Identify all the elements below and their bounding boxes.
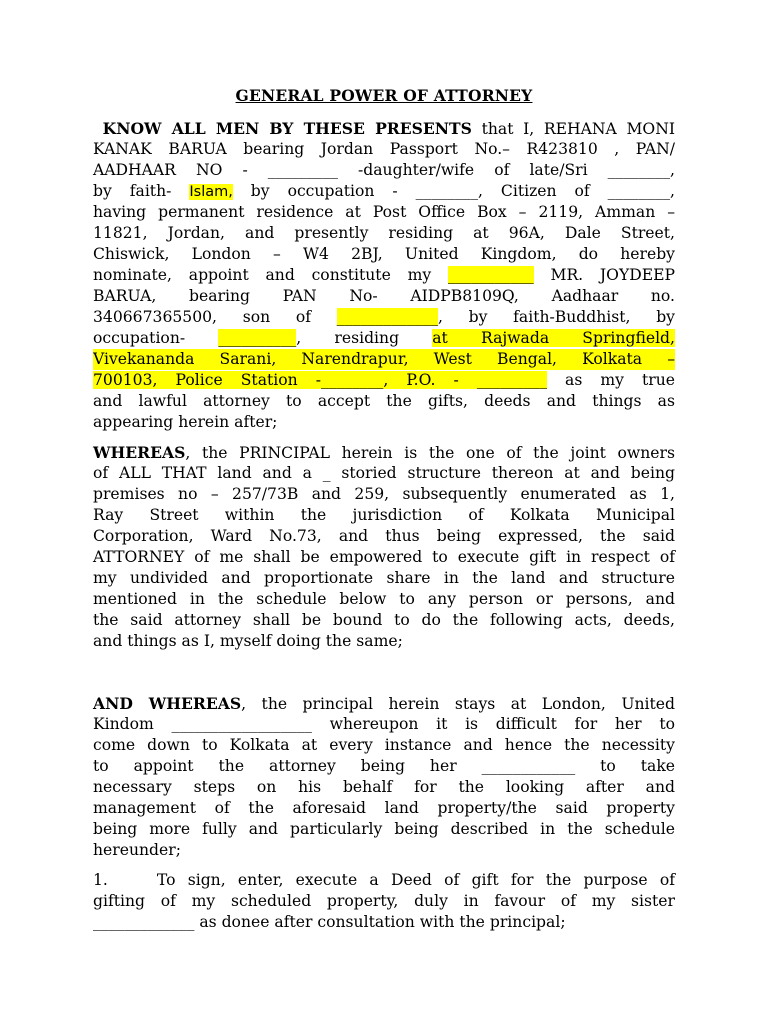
text-line: of ALL THAT land and a _ storied structure thereon at and being xyxy=(93,464,675,482)
text-span: , residing xyxy=(296,329,433,347)
text-line: and things as I, myself doing the same; xyxy=(93,632,403,650)
text-line xyxy=(93,118,675,139)
text-line: 11821, Jordan, and presently residing at 96A, Dale Street, xyxy=(93,224,675,242)
text-span: by occupation - ________, Citizen of ________, xyxy=(232,182,675,200)
highlighted-address: at Rajwada Springfield, xyxy=(432,329,675,347)
text-line: AADHAAR NO - _________ -daughter/wife of late/Sri ________, xyxy=(93,161,675,179)
text-line: appearing herein after; xyxy=(93,413,278,431)
highlighted-blank: _____________ xyxy=(336,308,439,326)
text-span: occupation- xyxy=(93,329,219,347)
text-span: , the PRINCIPAL herein is the one of the joint owners xyxy=(185,444,675,462)
text-line: Chiswick, London – W4 2BJ, United Kingdom, do hereby xyxy=(93,245,675,263)
text-line: my undivided and proportionate share in the land and structure xyxy=(93,569,675,587)
text-span: 340667365500, son of xyxy=(93,308,337,326)
bold-heading: KNOW ALL MEN BY THESE PRESENTS xyxy=(102,119,472,138)
text-line: 1. To sign, enter, execute a Deed of gift for the purpose of xyxy=(93,871,675,889)
text-line: ATTORNEY of me shall be empowered to execute gift in respect of xyxy=(93,548,675,566)
highlighted-blank: __________ xyxy=(218,329,297,347)
text-line xyxy=(93,181,675,202)
text-line xyxy=(93,307,675,328)
text-line: Kindom __________________ whereupon it is difficult for her to xyxy=(93,715,675,733)
bold-heading: WHEREAS xyxy=(93,443,186,462)
text-line: hereunder; xyxy=(93,841,181,859)
highlighted-blank: ___________ xyxy=(447,266,534,284)
highlighted-address-line: Vivekananda Sarani, Narendrapur, West Bengal, Kolkata – xyxy=(93,350,675,368)
text-line: premises no – 257/73B and 259, subsequently enumerated as 1, xyxy=(93,485,675,503)
highlighted-address: 700103, Police Station -________, P.O. - _________ xyxy=(93,371,547,389)
text-line: KANAK BARUA bearing Jordan Passport No.– R423810 , PAN/ xyxy=(93,140,675,158)
text-line xyxy=(93,370,675,391)
text-span: by faith- xyxy=(93,182,190,200)
text-span: , by faith-Buddhist, by xyxy=(438,308,675,326)
text-span: as my true xyxy=(547,371,676,389)
text-span: MR. JOYDEEP xyxy=(533,266,675,284)
text-line: BARUA, bearing PAN No- AIDPB8109Q, Aadhaar no. xyxy=(93,287,675,305)
highlighted-faith: Islam, xyxy=(189,184,233,200)
text-line: being more fully and particularly being described in the schedule xyxy=(93,820,675,838)
text-span: , the principal herein stays at London, United xyxy=(241,695,675,713)
text-span: nominate, appoint and constitute my xyxy=(93,266,448,284)
text-line: and lawful attorney to accept the gifts, deeds and things as xyxy=(93,392,675,410)
text-span: that I, REHANA MONI xyxy=(471,120,675,138)
document-title: GENERAL POWER OF ATTORNEY xyxy=(235,86,533,105)
text-line: gifting of my scheduled property, duly in favour of my sister xyxy=(93,892,675,910)
text-line: _____________ as donee after consultation with the principal; xyxy=(93,913,566,931)
bold-heading: AND WHEREAS xyxy=(93,694,242,713)
text-line: having permanent residence at Post Office Box – 2119, Amman – xyxy=(93,203,675,221)
text-line: the said attorney shall be bound to do the following acts, deeds, xyxy=(93,611,675,629)
text-line: Ray Street within the jurisdiction of Kolkata Municipal xyxy=(93,506,675,524)
text-line: management of the aforesaid land property/the said property xyxy=(93,799,675,817)
text-line: necessary steps on his behalf for the looking after and xyxy=(93,778,675,796)
text-line: mentioned in the schedule below to any person or persons, and xyxy=(93,590,675,608)
text-line: Corporation, Ward No.73, and thus being expressed, the said xyxy=(93,527,675,545)
text-line: to appoint the attorney being her ____________ to take xyxy=(93,757,675,775)
text-line xyxy=(93,265,675,286)
text-line xyxy=(93,442,675,463)
text-line: come down to Kolkata at every instance and hence the necessity xyxy=(93,736,675,754)
text-line xyxy=(93,328,675,349)
text-line xyxy=(93,693,675,714)
